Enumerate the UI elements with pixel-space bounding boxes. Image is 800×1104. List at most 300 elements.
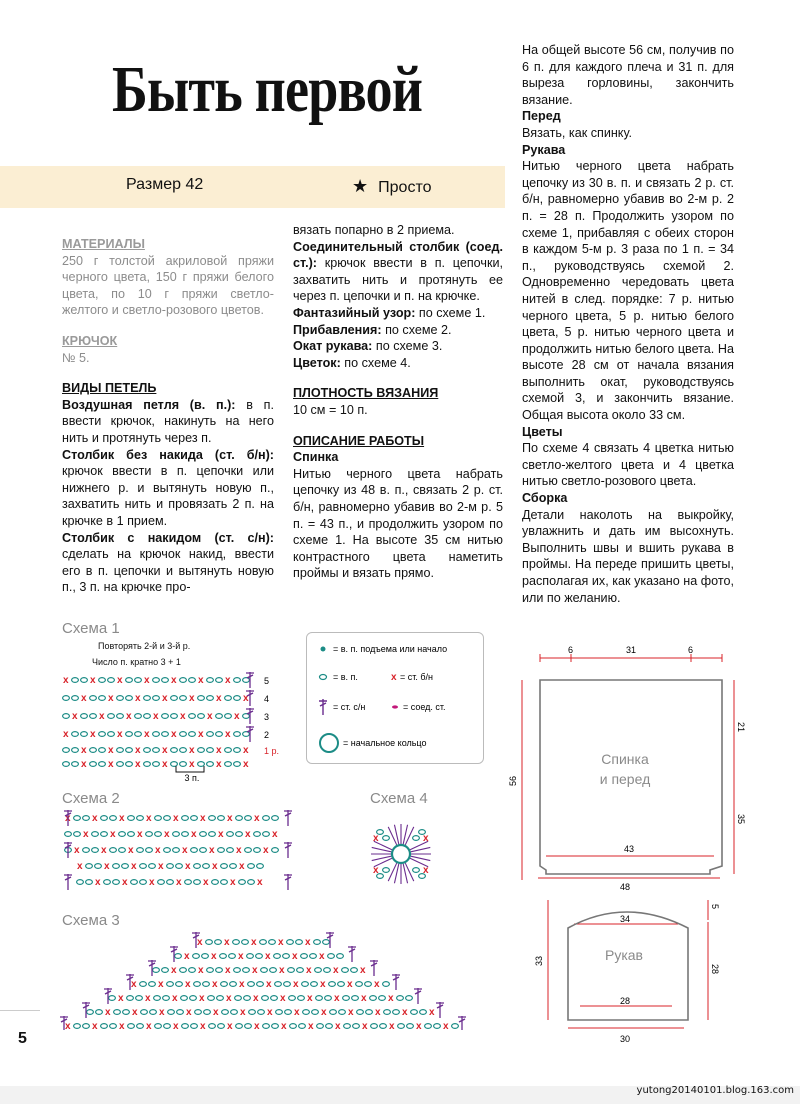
- sc-stitch-symbol: x: [263, 845, 269, 856]
- sc-stitch-symbol: x: [443, 1021, 449, 1030]
- chain-stitch-symbol: [221, 982, 228, 987]
- chain-stitch-symbol: [123, 1010, 130, 1015]
- chain-stitch-symbol: [216, 968, 223, 973]
- chain-stitch-symbol: [285, 1010, 292, 1015]
- chain-stitch-symbol: [208, 996, 215, 1001]
- chain-stitch-symbol: [182, 1024, 189, 1029]
- chain-stitch-symbol: [365, 982, 372, 987]
- loop-dc-text: сделать на крючок накид, ввести его в п. цепочки и вытянуть новую п., 3 п. на крючке про-: [62, 547, 274, 595]
- chain-stitch-symbol: [74, 832, 81, 837]
- chain-stitch-symbol: [72, 732, 79, 737]
- sc-stitch-symbol: x: [243, 759, 249, 770]
- chain-stitch-symbol: [315, 968, 322, 973]
- sc-stitch-symbol: x: [402, 1007, 408, 1018]
- sc-stitch-symbol: x: [227, 813, 233, 824]
- chain-stitch-symbol: [420, 1010, 427, 1015]
- sc-stitch-symbol: x: [72, 711, 78, 722]
- flower-text: по схеме 4.: [340, 355, 411, 370]
- chain-stitch-symbol: [254, 832, 261, 837]
- chain-stitch-symbol: [200, 848, 207, 853]
- sc-stitch-symbol: x: [128, 845, 134, 856]
- ss-term: Соединительный столбик (соед. ст.):: [293, 239, 503, 271]
- sc-stitch-symbol: x: [185, 861, 191, 872]
- sc-stitch-symbol: x: [101, 845, 107, 856]
- chain-stitch-symbol: [248, 864, 255, 869]
- chain-stitch-symbol: [384, 1010, 391, 1015]
- starting-ring: [392, 845, 410, 863]
- chain-stitch-symbol: [383, 982, 390, 987]
- back-text: Нитью черного цвета набрать цепочку из 48 в. п., связать 2 р. ст. б/н, равномерно убавив во 2-м р. 5 п. = 43 п., и продолжить узором по схеме 1. На высоте 35 см нитью контрастного цвета наметить проймы и вязать прямо.: [293, 466, 503, 581]
- sc-stitch-symbol: x: [294, 1007, 300, 1018]
- chain-stitch-symbol: [162, 968, 169, 973]
- chain-stitch-symbol: [190, 996, 197, 1001]
- sc-stitch-symbol: x: [279, 965, 285, 976]
- chain-stitch-symbol: [230, 982, 237, 987]
- chain-stitch-symbol: [271, 996, 278, 1001]
- size-label: Размер 42: [126, 176, 204, 193]
- column-1: [62, 222, 274, 596]
- chain-stitch-symbol: [126, 696, 133, 701]
- chain-stitch-symbol: [164, 1024, 171, 1029]
- chain-stitch-symbol: [379, 996, 386, 1001]
- chain-stitch-symbol: [90, 696, 97, 701]
- row-number-2: 2: [264, 730, 270, 740]
- chain-stitch-symbol: [137, 848, 144, 853]
- sc-stitch-symbol: x: [307, 993, 313, 1004]
- sc-stitch-symbol: x: [373, 865, 379, 876]
- chain-stitch-symbol: [86, 880, 93, 885]
- chain-stitch-symbol: [209, 1024, 216, 1029]
- page-number-rule: [0, 1010, 40, 1011]
- sc-stitch-symbol: x: [213, 1007, 219, 1018]
- cap-paragraph: [293, 338, 503, 355]
- chain-stitch-symbol: [191, 1024, 198, 1029]
- chain-stitch-symbol: [263, 832, 270, 837]
- legend-ring: = начальное кольцо: [343, 738, 427, 748]
- sc-stitch-symbol: x: [281, 1021, 287, 1030]
- back-continuation: На общей высоте 56 см, получив по 6 п. для каждого плеча и 31 п. для выреза горловины, закончить вязание.: [522, 43, 734, 107]
- column-2: [293, 222, 503, 582]
- sc-stitch-symbol: x: [226, 993, 232, 1004]
- chain-stitch-symbol: [83, 848, 90, 853]
- chain-stitch-symbol: [155, 832, 162, 837]
- sc-stitch-symbol: x: [145, 993, 151, 1004]
- sc-stitch-symbol: x: [225, 675, 231, 686]
- sc-stitch-symbol: x: [333, 965, 339, 976]
- dim-left: 56: [508, 775, 518, 786]
- chain-stitch-symbol: [122, 864, 129, 869]
- chain-stitch-symbol: [171, 714, 178, 719]
- scheme2-label: Схема 2: [62, 790, 120, 807]
- chain-stitch-symbol: [249, 1010, 256, 1015]
- chain-stitch-symbol: [173, 848, 180, 853]
- chain-stitch-symbol: [216, 732, 223, 737]
- chain-stitch-symbol: [158, 880, 165, 885]
- scheme1-chart: [58, 668, 288, 786]
- chain-stitch-symbol: [126, 748, 133, 753]
- chain-stitch-symbol: [149, 864, 156, 869]
- sleeve-dim-inner-bottom: 28: [620, 996, 631, 1006]
- sleeve-dim-right-top: 5: [710, 904, 720, 910]
- chain-stitch-symbol: [263, 1024, 270, 1029]
- sc-stitch-symbol: x: [234, 711, 240, 722]
- sc-stitch-symbol: x: [74, 845, 80, 856]
- chain-stitch-symbol: [96, 1010, 103, 1015]
- chain-stitch-symbol: [144, 762, 151, 767]
- dc-stitch-symbol: [392, 974, 400, 990]
- chain-stitch-symbol: [194, 982, 201, 987]
- sc-stitch-symbol: x: [197, 937, 203, 948]
- chain-stitch-symbol: [326, 1024, 333, 1029]
- chain-stitch-symbol: [137, 816, 144, 821]
- chain-stitch-symbol: [180, 696, 187, 701]
- sc-stitch-symbol: x: [173, 1021, 179, 1030]
- chain-stitch-symbol: [221, 864, 228, 869]
- chain-stitch-symbol: [164, 816, 171, 821]
- chain-stitch-symbol: [283, 954, 290, 959]
- chain-stitch-symbol: [189, 968, 196, 973]
- sc-stitch-symbol: x: [108, 759, 114, 770]
- sc-stitch-symbol: x: [198, 675, 204, 686]
- sc-stitch-symbol: x: [225, 729, 231, 740]
- sc-stitch-symbol: x: [335, 1021, 341, 1030]
- sc-stitch-symbol: x: [224, 937, 230, 948]
- chain-stitch-symbol: [191, 816, 198, 821]
- chain-stitch-symbol: [155, 816, 162, 821]
- chain-stitch-symbol: [117, 762, 124, 767]
- sc-stitch-symbol: x: [159, 1007, 165, 1018]
- chain-stitch-symbol: [303, 1010, 310, 1015]
- chain-stitch-symbol: [215, 940, 222, 945]
- chain-stitch-symbol: [63, 696, 70, 701]
- sc-stitch-symbol: x: [131, 979, 137, 990]
- chain-stitch-symbol: [317, 1024, 324, 1029]
- chain-stitch-symbol: [202, 954, 209, 959]
- chain-stitch-symbol: [81, 714, 88, 719]
- chain-stitch-symbol: [216, 714, 223, 719]
- materials-text: 250 г толстой акриловой пряжи черного цвета, 150 г пряжи белого цвета, по 10 г пряжи светло-желтого и светло-розового цветов.: [62, 253, 274, 318]
- chain-stitch-symbol: [168, 1010, 175, 1015]
- gauge-text: 10 см = 10 п.: [293, 402, 368, 417]
- sc-stitch-symbol: x: [110, 829, 116, 840]
- scheme4-flower-chart: [356, 808, 446, 900]
- sc-stitch-symbol: x: [81, 759, 87, 770]
- chain-stitch-symbol: [63, 748, 70, 753]
- sc-stitch-symbol: x: [227, 1021, 233, 1030]
- chain-stitch-symbol: [239, 880, 246, 885]
- chain-stitch-symbol: [114, 1010, 121, 1015]
- sc-stitch-symbol: x: [225, 965, 231, 976]
- chain-stitch-symbol: [260, 940, 267, 945]
- chain-stitch-symbol: [342, 968, 349, 973]
- row-number-4: 4: [264, 694, 270, 704]
- chain-stitch-symbol: [302, 982, 309, 987]
- chain-stitch-symbol: [323, 940, 330, 945]
- inc-text: по схеме 2.: [381, 322, 452, 337]
- loop-chain-term: Воздушная петля (в. п.):: [62, 397, 236, 412]
- chain-stitch-symbol: [230, 864, 237, 869]
- chain-stitch-symbol: [256, 954, 263, 959]
- chain-stitch-symbol: [338, 982, 345, 987]
- chain-stitch-symbol: [81, 732, 88, 737]
- sleeve-dim-right-bottom: 28: [710, 964, 720, 975]
- chain-stitch-symbol: [74, 1024, 81, 1029]
- chain-stitch-symbol: [182, 832, 189, 837]
- sc-stitch-symbol: x: [198, 965, 204, 976]
- chain-stitch-symbol: [185, 880, 192, 885]
- sc-stitch-symbol: x: [252, 965, 258, 976]
- sc-stitch-symbol: x: [373, 833, 379, 844]
- back-heading: Спинка: [293, 450, 339, 465]
- assembly-heading: Сборка: [522, 491, 568, 506]
- chain-stitch-symbol: [312, 1010, 319, 1015]
- sc-stitch-symbol: x: [374, 979, 380, 990]
- chain-stitch-symbol: [104, 880, 111, 885]
- chain-stitch-symbol: [99, 732, 106, 737]
- sc-stitch-symbol: x: [272, 829, 278, 840]
- chain-stitch-symbol: [176, 982, 183, 987]
- sc-stitch-symbol: x: [200, 813, 206, 824]
- fancy-paragraph: [293, 305, 503, 322]
- sc-stitch-symbol: x: [212, 979, 218, 990]
- chain-stitch-symbol: [343, 996, 350, 1001]
- chain-stitch-symbol: [236, 1024, 243, 1029]
- chain-stitch-symbol: [397, 996, 404, 1001]
- chain-stitch-symbol: [325, 996, 332, 1001]
- chain-stitch-symbol: [242, 940, 249, 945]
- chain-stitch-symbol: [366, 1010, 373, 1015]
- chain-stitch-symbol: [153, 748, 160, 753]
- sc-stitch-symbol: x: [199, 993, 205, 1004]
- chain-stitch-symbol: [128, 816, 135, 821]
- chain-stitch-symbol: [217, 996, 224, 1001]
- chain-stitch-symbol: [234, 762, 241, 767]
- chain-stitch-symbol: [119, 832, 126, 837]
- gauge-heading: ПЛОТНОСТЬ ВЯЗАНИЯ: [293, 386, 439, 401]
- chain-stitch-symbol: [176, 864, 183, 869]
- chain-stitch-symbol: [198, 714, 205, 719]
- chain-stitch-symbol: [72, 678, 79, 683]
- sc-stitch-symbol: x: [108, 745, 114, 756]
- sc-stitch-symbol: x: [135, 745, 141, 756]
- chain-stitch-symbol: [154, 996, 161, 1001]
- chain-stitch-symbol: [227, 848, 234, 853]
- chain-stitch-symbol: [407, 1024, 414, 1029]
- chain-stitch-symbol: [261, 968, 268, 973]
- chain-stitch-symbol: [218, 1024, 225, 1029]
- chain-stitch-symbol: [167, 880, 174, 885]
- fancy-text: по схеме 1.: [415, 305, 486, 320]
- chain-stitch-symbol: [330, 1010, 337, 1015]
- chain-stitch-symbol: [276, 1010, 283, 1015]
- sc-stitch-symbol: x: [95, 877, 101, 888]
- scheme1-stitch-rows: [63, 672, 254, 770]
- chain-stitch-symbol: [135, 732, 142, 737]
- chain-stitch-symbol: [245, 816, 252, 821]
- chain-stitch-symbol: [207, 678, 214, 683]
- sc-stitch-symbol: x: [144, 675, 150, 686]
- sc-stitch-symbol: x: [212, 861, 218, 872]
- chain-stitch-symbol: [200, 832, 207, 837]
- chain-stitch-symbol: [254, 848, 261, 853]
- chain-stitch-symbol: [244, 996, 251, 1001]
- chain-stitch-symbol: [163, 996, 170, 1001]
- sc-stitch-symbol: x: [83, 829, 89, 840]
- chain-stitch-symbol: [301, 954, 308, 959]
- sc-stitch-symbol: x: [239, 979, 245, 990]
- scheme2-stitch-rows: [64, 810, 292, 890]
- chain-stitch-symbol: [126, 732, 133, 737]
- dim-right-top: 21: [736, 722, 746, 733]
- legend-ch-turn: = в. п. подъема или начало: [333, 644, 448, 654]
- sc-stitch-symbol: x: [251, 937, 257, 948]
- loop-chain-text: в п. ввести крючок, накинуть на него нить и протянуть через п.: [62, 397, 274, 445]
- chain-stitch-symbol: [109, 996, 116, 1001]
- sc-stitch-symbol: x: [189, 759, 195, 770]
- sc-stitch-symbol: x: [306, 965, 312, 976]
- sc-stitch-symbol: x: [361, 993, 367, 1004]
- chain-stitch-symbol: [351, 968, 358, 973]
- chain-stitch-symbol: [311, 982, 318, 987]
- sc-stitch-symbol: x: [81, 693, 87, 704]
- chain-stitch-symbol: [194, 864, 201, 869]
- sc-stitch-symbol: x: [119, 813, 125, 824]
- sleeve-dim-top: 34: [620, 914, 631, 924]
- row-number-1: 1 р.: [264, 746, 280, 756]
- sc-stitch-symbol: x: [216, 745, 222, 756]
- sc-stitch-symbol: x: [144, 729, 150, 740]
- sc-stitch-symbol: x: [416, 1021, 422, 1030]
- chain-stitch-symbol: [180, 762, 187, 767]
- chain-stitch-symbol: [144, 748, 151, 753]
- sc-stitch-symbol: x: [63, 729, 69, 740]
- sc-stitch-symbol: x: [146, 813, 152, 824]
- row-number-3: 3: [264, 712, 270, 722]
- chain-stitch-symbol: [135, 714, 142, 719]
- dc-stitch-symbol: [436, 1002, 444, 1018]
- chain-stitch-symbol: [353, 1024, 360, 1029]
- chain-stitch-symbol: [65, 832, 72, 837]
- pattern-back-front: [508, 646, 758, 896]
- scheme1-note-multiple: Число п. кратно 3 + 1: [92, 657, 181, 667]
- chain-stitch-symbol: [204, 1010, 211, 1015]
- chain-stitch-symbol: [144, 696, 151, 701]
- chain-stitch-symbol: [87, 1010, 94, 1015]
- chain-stitch-symbol: [233, 940, 240, 945]
- chain-stitch-symbol: [180, 732, 187, 737]
- sc-stitch-symbol: x: [65, 1021, 71, 1030]
- chain-stitch-symbol: [272, 816, 279, 821]
- chain-stitch-symbol: [337, 954, 344, 959]
- chain-stitch-symbol: [247, 954, 254, 959]
- front-heading: Перед: [522, 109, 561, 124]
- sc-stitch-symbol: x: [266, 979, 272, 990]
- flower-term: Цветок:: [293, 355, 341, 370]
- sc-stitch-symbol: x: [90, 675, 96, 686]
- chain-stitch-symbol: [90, 748, 97, 753]
- legend-ss-symbol: [392, 705, 398, 708]
- chain-stitch-symbol: [275, 982, 282, 987]
- chain-stitch-symbol: [83, 1024, 90, 1029]
- chain-stitch-symbol: [225, 696, 232, 701]
- fancy-term: Фантазийный узор:: [293, 305, 416, 320]
- sc-stitch-symbol: x: [135, 759, 141, 770]
- chain-stitch-symbol: [171, 748, 178, 753]
- sc-stitch-symbol: x: [119, 1021, 125, 1030]
- chain-stitch-symbol: [167, 982, 174, 987]
- hook-text: № 5.: [62, 350, 90, 365]
- sc-stitch-symbol: x: [149, 877, 155, 888]
- chain-stitch-symbol: [83, 816, 90, 821]
- chain-stitch-symbol: [189, 678, 196, 683]
- chain-stitch-symbol: [128, 832, 135, 837]
- chain-stitch-symbol: [193, 954, 200, 959]
- chain-stitch-symbol: [153, 968, 160, 973]
- sc-stitch-symbol: x: [375, 1007, 381, 1018]
- chain-stitch-symbol: [413, 836, 420, 841]
- chain-stitch-symbol: [383, 868, 390, 873]
- sc-stitch-symbol: x: [162, 759, 168, 770]
- sc-stitch-symbol: x: [65, 813, 71, 824]
- sc-stitch-symbol: x: [267, 1007, 273, 1018]
- chain-stitch-symbol: [288, 968, 295, 973]
- sc-stitch-symbol: x: [209, 845, 215, 856]
- chain-stitch-symbol: [171, 762, 178, 767]
- sc-stitch-symbol: x: [243, 693, 249, 704]
- chain-stitch-symbol: [243, 714, 250, 719]
- legend-box: [306, 632, 484, 764]
- sc-stitch-symbol: x: [99, 711, 105, 722]
- chain-stitch-symbol: [189, 732, 196, 737]
- chain-stitch-symbol: [371, 1024, 378, 1029]
- chain-stitch-symbol: [234, 696, 241, 701]
- chain-stitch-symbol: [146, 848, 153, 853]
- scheme3-chart: [58, 930, 478, 1030]
- chain-stitch-symbol: [329, 982, 336, 987]
- scheme1-note-repeat: Повторять 2-й и 3-й р.: [98, 641, 191, 651]
- chain-stitch-symbol: [92, 832, 99, 837]
- chain-stitch-symbol: [101, 832, 108, 837]
- dim-inner-bottom: 43: [624, 844, 635, 854]
- chain-stitch-symbol: [99, 762, 106, 767]
- chain-stitch-symbol: [146, 832, 153, 837]
- sc-stitch-symbol: x: [240, 1007, 246, 1018]
- cap-text: по схеме 3.: [372, 339, 443, 354]
- chain-stitch-symbol: [180, 968, 187, 973]
- page-number: 5: [18, 1030, 27, 1047]
- sc-stitch-symbol: x: [216, 693, 222, 704]
- chain-stitch-symbol: [356, 982, 363, 987]
- legend-svg: [307, 633, 483, 763]
- sc-stitch-symbol: x: [182, 845, 188, 856]
- loops-heading: ВИДЫ ПЕТЕЛЬ: [62, 381, 157, 396]
- chain-stitch-symbol: [243, 968, 250, 973]
- sc-stitch-symbol: x: [216, 759, 222, 770]
- chain-stitch-symbol: [234, 968, 241, 973]
- chain-stitch-symbol: [248, 982, 255, 987]
- chain-stitch-symbol: [328, 954, 335, 959]
- chain-stitch-symbol: [289, 996, 296, 1001]
- chain-stitch-symbol: [274, 954, 281, 959]
- chain-stitch-symbol: [243, 732, 250, 737]
- dim-right-bottom: 35: [736, 814, 746, 825]
- chain-stitch-symbol: [425, 1024, 432, 1029]
- loop-sc-paragraph: [62, 447, 274, 530]
- chain-stitch-symbol: [149, 982, 156, 987]
- sc-stitch-symbol: x: [305, 937, 311, 948]
- chain-stitch-symbol: [198, 696, 205, 701]
- sc-stitch-symbol: x: [292, 951, 298, 962]
